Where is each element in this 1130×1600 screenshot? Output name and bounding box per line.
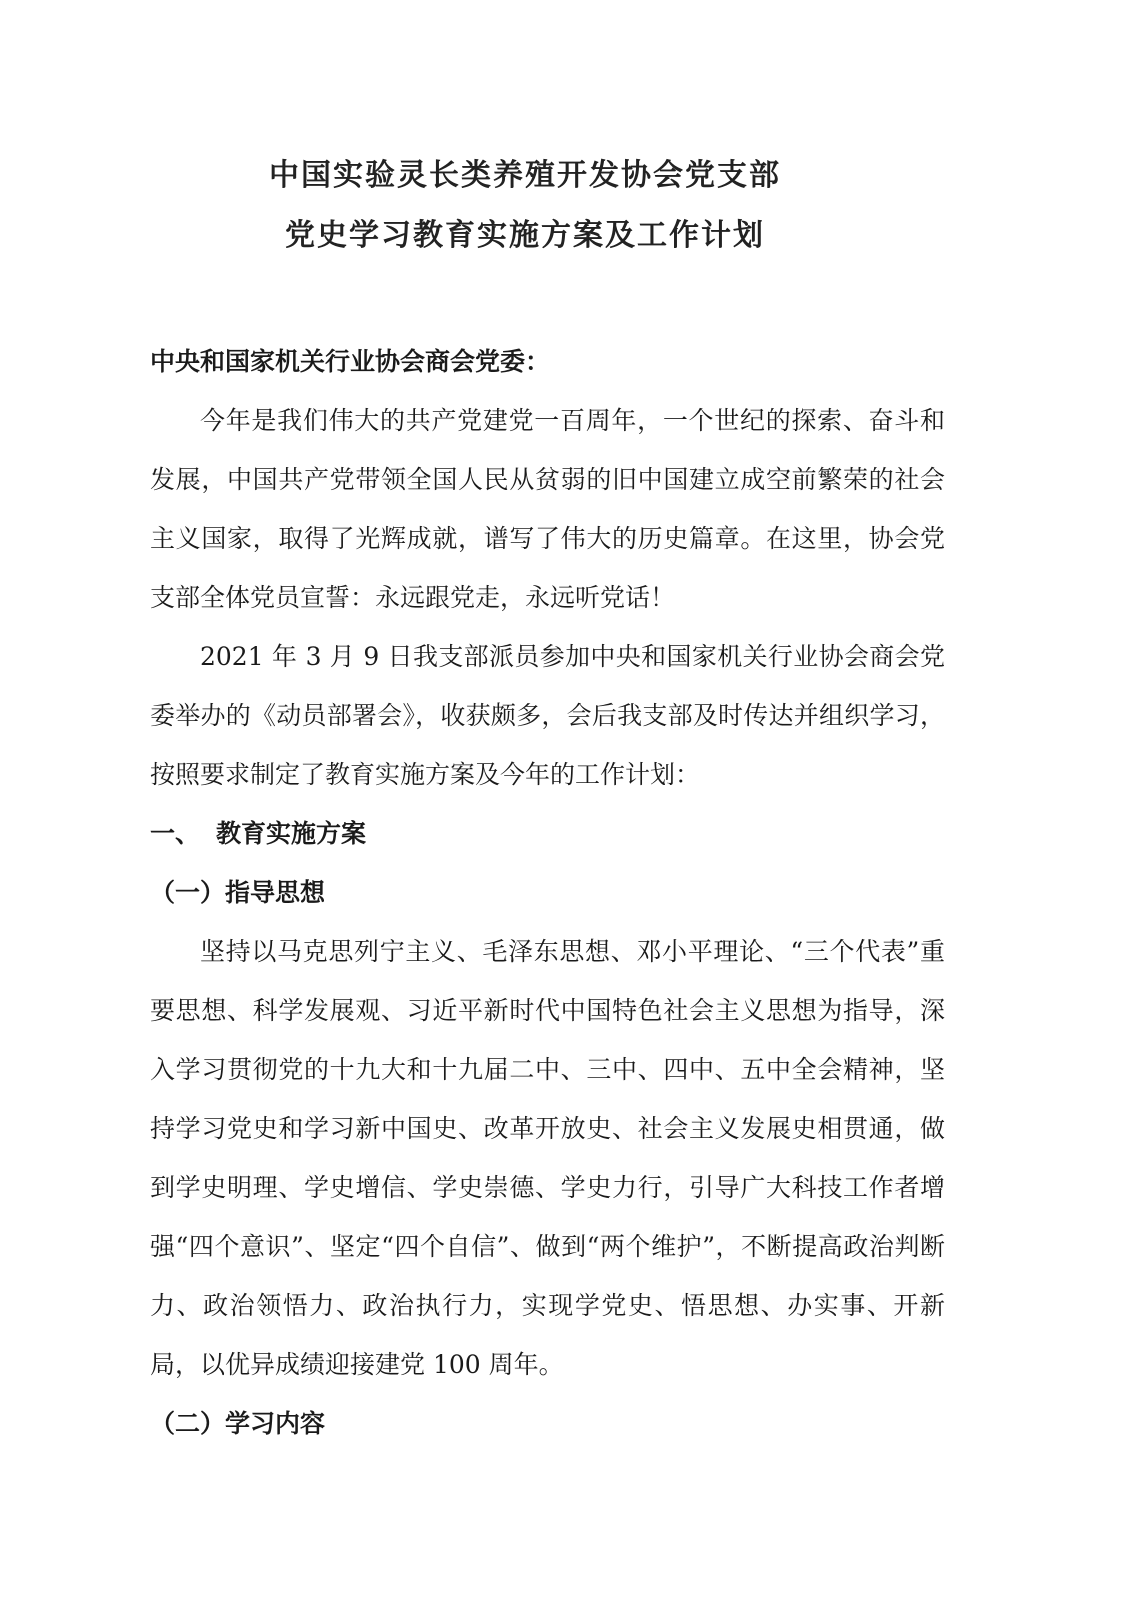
subsection-heading-2: （二）学习内容 — [150, 1409, 326, 1438]
paragraph-meeting: 2021 年 3 月 9 日我支部派员参加中央和国家机关行业协会商会党委举办的《动员部署会》，收获颇多，会后我支部及时传达并组织学习，按照要求制定了教育实施方案及今年的工作计划： — [150, 642, 945, 789]
subsection-heading-1: （一）指导思想 — [150, 878, 326, 907]
document-body — [150, 332, 945, 1453]
paragraph-intro: 今年是我们伟大的共产党建党一百周年，一个世纪的探索、奋斗和发展，中国共产党带领全国人民从贫弱的旧中国建立成空前繁荣的社会主义国家，取得了光辉成就，谱写了伟大的历史篇章。在这里，协会党支部全体党员宣誓：永远跟党走，永远听党话！ — [150, 406, 945, 612]
section-number: 一、 — [150, 819, 201, 848]
section-heading-1 — [150, 804, 945, 863]
document-title-line-2: 党史学习教育实施方案及工作计划 — [285, 218, 765, 253]
salutation: 中央和国家机关行业协会商会党委： — [150, 347, 551, 376]
section-title: 教育实施方案 — [216, 819, 367, 848]
paragraph-guiding-thought: 坚持以马克思列宁主义、毛泽东思想、邓小平理论、“三个代表”重要思想、科学发展观、习近平新时代中国特色社会主义思想为指导，深入学习贯彻党的十九大和十九届二中、三中、四中、五中全会精神，坚持学习党史和学习新中国史、改革开放史、社会主义发展史相贯通，做到学史明理、学史增信、学史崇德、学史力行，引导广大科技工作者增强“四个意识”、坚定“四个自信”、做到“两个维护”，不断提高政治判断力、政治领悟力、政治执行力，实现学党史、悟思想、办实事、开新局，以优异成绩迎接建党 100 周年。 — [150, 937, 945, 1379]
document-title-line-1: 中国实验灵长类养殖开发协会党支部 — [269, 158, 781, 193]
